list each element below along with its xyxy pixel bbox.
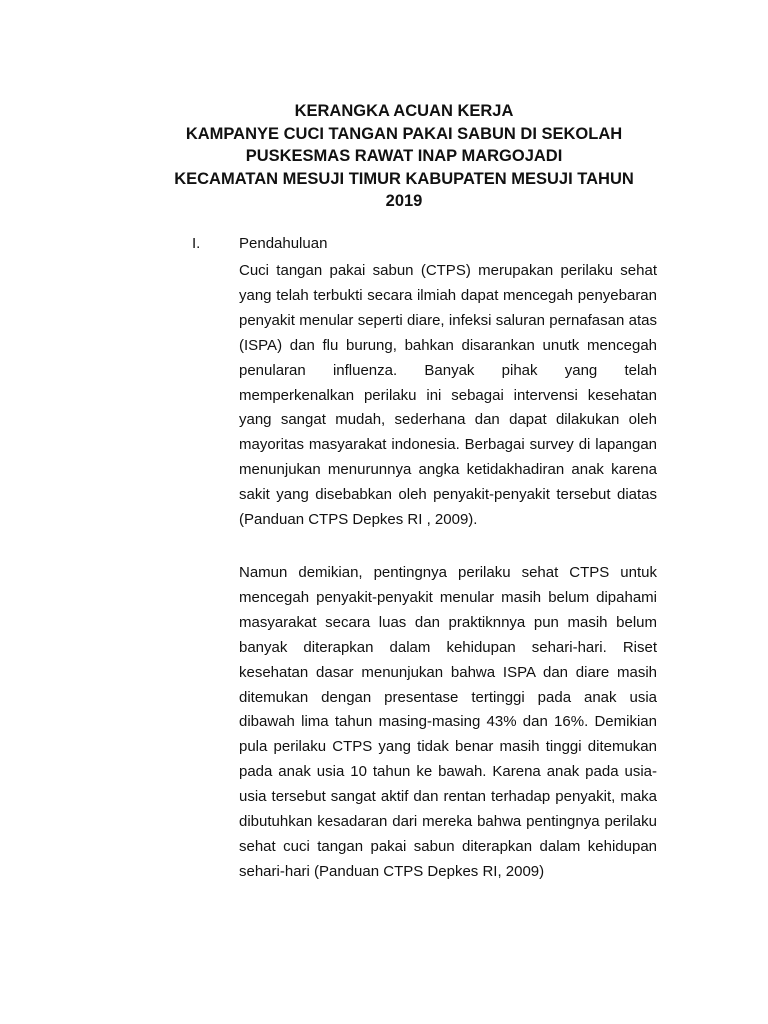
title-line-4: KECAMATAN MESUJI TIMUR KABUPATEN MESUJI TAHUN (174, 169, 634, 188)
title-line-5: 2019 (385, 192, 423, 210)
document-title (0, 100, 768, 213)
title-line-1: KERANGKA ACUAN KERJA (294, 102, 514, 120)
title-line-2: KAMPANYE CUCI TANGAN PAKAI SABUN DI SEKOLAH (185, 124, 623, 143)
section-heading: Pendahuluan (239, 235, 328, 252)
paragraph-2: Namun demikian, pentingnya perilaku sehat CTPS untuk mencegah penyakit-penyakit menular masih belum dipahami masyarakat secara luas dan praktiknnya pun masih belum banyak diterapkan dalam kehidupan sehari-hari. Riset kesehatan dasar menunjukan bahwa ISPA dan diare masih ditemukan dengan presentase tertinggi pada anak usia dibawah lima tahun masing-masing 43% dan 16%. Demikian pula perilaku CTPS yang tidak benar masih tinggi ditemukan pada anak usia 10 tahun ke bawah. Karena anak pada usia-usia tersebut sangat aktif dan rentan terhadap penyakit, maka dibutuhkan kesadaran dari mereka bahwa pentingnya perilaku sehat cuci tangan pakai sabun diterapkan dalam kehidupan sehari-hari (Panduan CTPS Depkes RI, 2009) (239, 564, 657, 880)
section-number: I. (192, 235, 201, 252)
title-line-3: PUSKESMAS RAWAT INAP MARGOJADI (245, 147, 563, 165)
paragraph-1: Cuci tangan pakai sabun (CTPS) merupakan perilaku sehat yang telah terbukti secara ilmiah dapat mencegah penyebaran penyakit menular seperti diare, infeksi saluran pernafasan atas (ISPA) dan flu burung, bahkan disarankan unutk mencegah penularan influenza. Banyak pihak yang telah memperkenalkan perilaku ini sebagai intervensi kesehatan yang sangat mudah, sederhana dan dapat dilakukan oleh mayoritas masyarakat indonesia. Berbagai survey di lapangan menunjukan menurunnya angka ketidakhadiran anak karena sakit yang disebabkan oleh penyakit-penyakit tersebut diatas (Panduan CTPS Depkes RI , 2009). (239, 262, 657, 529)
